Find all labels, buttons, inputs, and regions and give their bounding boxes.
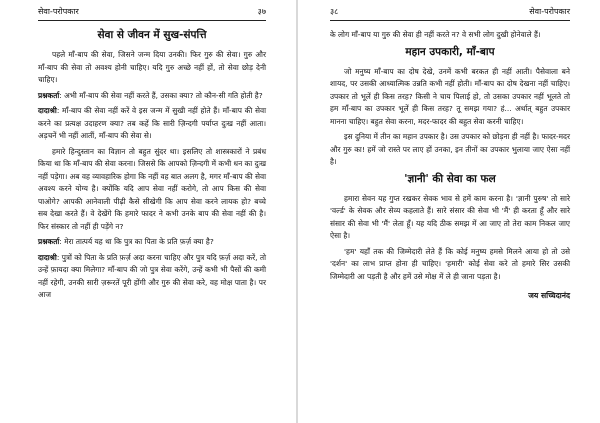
- page-gutter: [296, 0, 298, 423]
- left-page: [0, 0, 290, 423]
- dialogue-text: अभी माँ-बाप की सेवा नहीं करते हैं, उसका क्या? तो कौन-सी गति होती है?: [64, 90, 263, 100]
- left-page-header: [38, 6, 266, 21]
- speaker: दादाश्री: [38, 106, 57, 115]
- dialogue-line: दादाश्री: माँ-बाप की सेवा नहीं करें वे इस जन्म में सुखी नहीं होते हैं। माँ-बाप की सेवा करने का प्रत्यक्ष उदाहरण क्या? तब कहें कि सारी ज़िन्दगी पर्याप्त दुःख नहीं आता। अड़चनें भी नहीं आतीं, माँ-बाप की सेवा से।: [38, 106, 266, 140]
- dialogue-text: माँ-बाप की सेवा नहीं करें वे इस जन्म में सुखी नहीं होते हैं। माँ-बाप की सेवा करने का प्रत्यक्ष उदाहरण क्या? तब कहें कि सारी ज़िन्दगी पर्याप्त दुःख नहीं आता। अड़चनें भी नहीं आतीं, माँ-बाप की सेवा से।: [38, 106, 266, 140]
- dialogue-text: पुत्रों को पिता के प्रति फ़र्ज़ अदा करना चाहिए और पुत्र यदि फ़र्ज़ अदा करें, तो उन्हें फ़ायदा क्या मिलेगा? माँ-बाप की जो पुत्र सेवा करेंगे, उन्हें कभी भी पैसों की कमी नहीं रहेगी, उनकी सारी ज़रूरतें पूरी होंगी और गुरु की सेवा करे, वह मोक्ष पाता है। पर आज: [38, 252, 266, 299]
- dialogue-line: प्रश्नकर्ता: अभी माँ-बाप की सेवा नहीं करते हैं, उसका क्या? तो कौन-सी गति होती है?: [38, 90, 263, 100]
- paragraph: हमारे हिन्दुस्तान का विज्ञान तो बहुत सुंदर था। इसलिए तो शास्त्रकारों ने प्रबंध किया था कि माँ-बाप की सेवा करना। जिससे कि आपको ज़िन्दगी में कभी धन का दुःख नहीं पड़ेगा। अब वह व्यावहारिक होगा कि नहीं वह बात अलग है, मगर माँ-बाप की सेवा अवश्य करने योग्य है। क्योंकि यदि आप सेवा नहीं करोगे, तो आप किस की सेवा पाओगे? आपकी आनेवाली पीढ़ी कैसे सीखेगी कि आप सेवा करने लायक हो? बच्चे सब देखा करते हैं। वे देखेंगे कि हमारे फादर ने कभी उनके बाप की सेवा नहीं की है। फिर संस्कार तो नहीं ही पड़ेंगे न?: [38, 146, 266, 231]
- signature: जय सच्चिदानंद: [528, 291, 570, 300]
- right-page-header: [330, 6, 570, 21]
- speaker: दादाश्री: [38, 252, 57, 262]
- paragraph: के लोग माँ-बाप या गुरु की सेवा ही नहीं करते न? वे सभी लोग दुखी होनेवाले हैं।: [330, 30, 541, 39]
- paragraph: 'हम' यहाँ तक की जिम्मेदारी लेते हैं कि कोई मनुष्य हमसे मिलने आया हो तो उसे 'दर्शन' का लाभ प्राप्त होना ही चाहिए। 'हमारी' कोई सेवा करे तो हमारे सिर उसकी जिम्मेदारी आ पड़ती है और हमें उसे मोक्ष में ले ही जाना पड़ता है।: [330, 246, 570, 281]
- speaker: प्रश्नकर्ता: [38, 90, 60, 100]
- paragraph: हमारा सेवन यह गुप्त रखकर सेवक भाव से हमें काम करना है। 'ज्ञानी पुरुष' तो सारे 'वर्ल्ड' के सेवक और सेव्य कहलाते हैं। सारे संसार की सेवा भी 'मैं' ही करता हूँ और सारे संसार की सेवा भी 'मैं' लेता हूँ। यह यदि ठीक समझ में आ जाए तो तेरा काम निकल जाए ऐसा है।: [330, 193, 570, 240]
- paragraph: इस दुनिया में तीन का महान उपकार है। उस उपकार को छोड़ना ही नहीं है। फादर-मदर और गुरु का! हमें जो रास्ते पर लाए हों उनका, इन तीनों का उपकार भुलाया जाए ऐसा नहीं है।: [330, 132, 570, 166]
- section-heading: 'ज्ञानी' की सेवा का फल: [404, 172, 496, 185]
- section-heading: महान उपकारी, माँ-बाप: [405, 45, 495, 58]
- right-page: [300, 0, 590, 423]
- left-page-heading: सेवा से जीवन में सुख-संपत्ति: [97, 29, 207, 41]
- left-page-number: ३७: [257, 7, 266, 16]
- paragraph: जो मनुष्य माँ-बाप का दोष देखे, उनमें कभी बरकत ही नहीं आती। पैसेवाला बने शायद, पर उसकी आध्यात्मिक उन्नति कभी नहीं होती। माँ-बाप का दोष देखना नहीं चाहिए। उपकार तो भूलें ही किस तरह? किसी ने चाय पिलाई हो, तो उसका उपकार नहीं भूलते तो हम माँ-बाप का उपकार भूलें ही किस तरह? तू समझ गया? हं... अर्थात् बहुत उपकार मानना चाहिए। बहुत सेवा करना, मदर-फादर की बहुत सेवा करनी चाहिए।: [330, 66, 570, 126]
- speaker: प्रश्नकर्ता: [38, 237, 60, 246]
- right-running-title: सेवा-परोपकार: [529, 7, 570, 16]
- paragraph: पहले माँ-बाप की सेवा, जिसने जन्म दिया उनकी। फिर गुरु की सेवा। गुरु और माँ-बाप की सेवा तो अवश्य होनी चाहिए। यदि गुरु अच्छे नहीं हों, तो सेवा छोड़ देनी चाहिए।: [38, 50, 266, 84]
- right-page-number: ३८: [330, 7, 339, 16]
- dialogue-text: मेरा तात्पर्य यह था कि पुत्र का पिता के प्रति फ़र्ज़ क्या है?: [64, 237, 214, 246]
- dialogue-line: दादाश्री: पुत्रों को पिता के प्रति फ़र्ज़ अदा करना चाहिए और पुत्र यदि फ़र्ज़ अदा करें, तो उन्हें फ़ायदा क्या मिलेगा? माँ-बाप की जो पुत्र सेवा करेंगे, उन्हें कभी भी पैसों की कमी नहीं रहेगी, उनकी सारी ज़रूरतें पूरी होंगी और गुरु की सेवा करे, वह मोक्ष पाता है। पर आज: [38, 252, 266, 299]
- left-running-title: सेवा-परोपकार: [38, 7, 79, 16]
- dialogue-line: प्रश्नकर्ता: मेरा तात्पर्य यह था कि पुत्र का पिता के प्रति फ़र्ज़ क्या है?: [38, 237, 214, 246]
